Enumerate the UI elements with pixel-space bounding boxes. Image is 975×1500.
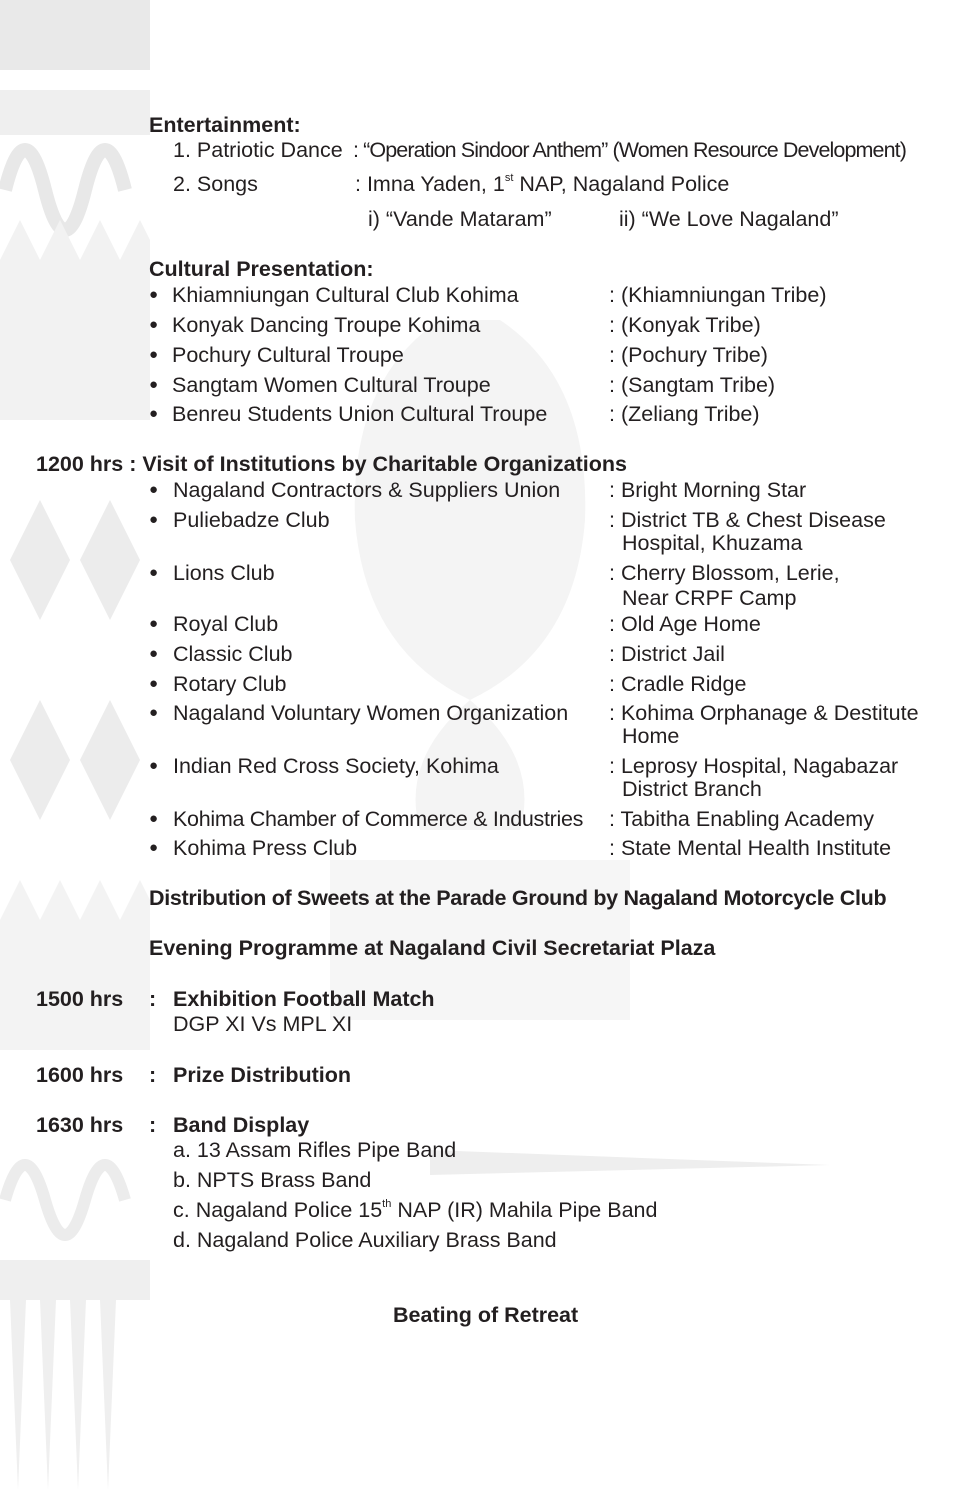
bullet-icon: ●: [149, 511, 159, 528]
bullet-icon: ●: [149, 810, 159, 827]
visit-destination: : Kohima Orphanage & Destitute: [609, 701, 919, 725]
bullet-icon: ●: [149, 286, 159, 303]
cultural-item-name: Pochury Cultural Troupe: [172, 343, 404, 367]
band-item: b. NPTS Brass Band: [173, 1168, 372, 1192]
cultural-item-name: Sangtam Women Cultural Troupe: [172, 373, 491, 397]
schedule-time: 1500 hrs: [36, 987, 124, 1011]
visit-destination: : Old Age Home: [609, 612, 761, 636]
visit-destination: : Cradle Ridge: [609, 672, 747, 696]
cultural-item-tribe: : (Zeliang Tribe): [609, 402, 760, 426]
schedule-title: Prize Distribution: [173, 1063, 351, 1087]
bullet-icon: ●: [149, 564, 159, 581]
visit-destination: : District TB & Chest Disease: [609, 508, 886, 532]
evening-programme-heading: Evening Programme at Nagaland Civil Secretariat Plaza: [149, 936, 716, 960]
visit-org: Classic Club: [173, 642, 293, 666]
visit-destination-line2: Near CRPF Camp: [622, 586, 797, 610]
visit-destination-line2: Hospital, Khuzama: [622, 531, 803, 555]
cultural-item-name: Konyak Dancing Troupe Kohima: [172, 313, 481, 337]
visit-org: Indian Red Cross Society, Kohima: [173, 754, 499, 778]
schedule-time: 1600 hrs: [36, 1063, 124, 1087]
schedule-colon: :: [149, 987, 157, 1011]
bullet-icon: ●: [149, 645, 159, 662]
visit-org: Rotary Club: [173, 672, 287, 696]
visit-destination: : Cherry Blossom, Lerie,: [609, 561, 840, 585]
bullet-icon: ●: [149, 839, 159, 856]
band-item: a. 13 Assam Rifles Pipe Band: [173, 1138, 457, 1162]
visit-destination: : District Jail: [609, 642, 725, 666]
bullet-icon: ●: [149, 346, 159, 363]
schedule-colon: :: [149, 1063, 157, 1087]
closing-title: Beating of Retreat: [393, 1303, 579, 1327]
visit-org: Puliebadze Club: [173, 508, 330, 532]
sweets-distribution-line: Distribution of Sweets at the Parade Ground by Nagaland Motorcycle Club: [149, 886, 887, 910]
cultural-item-tribe: : (Konyak Tribe): [609, 313, 761, 337]
entertainment-heading: Entertainment:: [149, 113, 301, 137]
band-item: c. Nagaland Police 15th NAP (IR) Mahila Pipe Band: [173, 1197, 658, 1222]
visit-org: Royal Club: [173, 612, 279, 636]
bullet-icon: ●: [149, 675, 159, 692]
songs-label: 2. Songs: [173, 172, 258, 196]
bullet-icon: ●: [149, 704, 159, 721]
bullet-icon: ●: [149, 757, 159, 774]
visit-org: Nagaland Voluntary Women Organization: [173, 701, 569, 725]
schedule-subtitle: DGP XI Vs MPL XI: [173, 1012, 353, 1036]
song-vande-mataram: i) “Vande Mataram”: [368, 207, 552, 231]
cultural-item-tribe: : (Sangtam Tribe): [609, 373, 776, 397]
visit-destination-line2: District Branch: [622, 777, 762, 801]
schedule-colon: :: [149, 1113, 157, 1137]
visit-destination-line2: Home: [622, 724, 680, 748]
schedule-title: Band Display: [173, 1113, 310, 1137]
song-we-love-nagaland: ii) “We Love Nagaland”: [619, 207, 839, 231]
visit-org: Lions Club: [173, 561, 275, 585]
visits-heading: 1200 hrs : Visit of Institutions by Charitable Organizations: [36, 452, 627, 476]
patriotic-dance-value: : “Operation Sindoor Anthem” (Women Resource Development): [353, 138, 906, 162]
visit-org: Kohima Press Club: [173, 836, 358, 860]
schedule-time: 1630 hrs: [36, 1113, 124, 1137]
visit-destination: : State Mental Health Institute: [609, 836, 892, 860]
cultural-item-name: Benreu Students Union Cultural Troupe: [172, 402, 548, 426]
visit-org: Nagaland Contractors & Suppliers Union: [173, 478, 561, 502]
bullet-icon: ●: [149, 405, 159, 422]
visit-destination: : Bright Morning Star: [609, 478, 807, 502]
visit-destination: : Tabitha Enabling Academy: [609, 807, 874, 831]
bullet-icon: ●: [149, 481, 159, 498]
schedule-title: Exhibition Football Match: [173, 987, 435, 1011]
cultural-item-tribe: : (Pochury Tribe): [609, 343, 768, 367]
band-item: d. Nagaland Police Auxiliary Brass Band: [173, 1228, 557, 1252]
bullet-icon: ●: [149, 615, 159, 632]
visit-org: Kohima Chamber of Commerce & Industries: [173, 807, 584, 831]
songs-value: : Imna Yaden, 1st NAP, Nagaland Police: [355, 171, 730, 196]
cultural-item-name: Khiamniungan Cultural Club Kohima: [172, 283, 519, 307]
patriotic-dance-label: 1. Patriotic Dance: [173, 138, 343, 162]
bullet-icon: ●: [149, 316, 159, 333]
bullet-icon: ●: [149, 376, 159, 393]
visit-destination: : Leprosy Hospital, Nagabazar: [609, 754, 899, 778]
cultural-heading: Cultural Presentation:: [149, 257, 374, 281]
cultural-item-tribe: : (Khiamniungan Tribe): [609, 283, 827, 307]
